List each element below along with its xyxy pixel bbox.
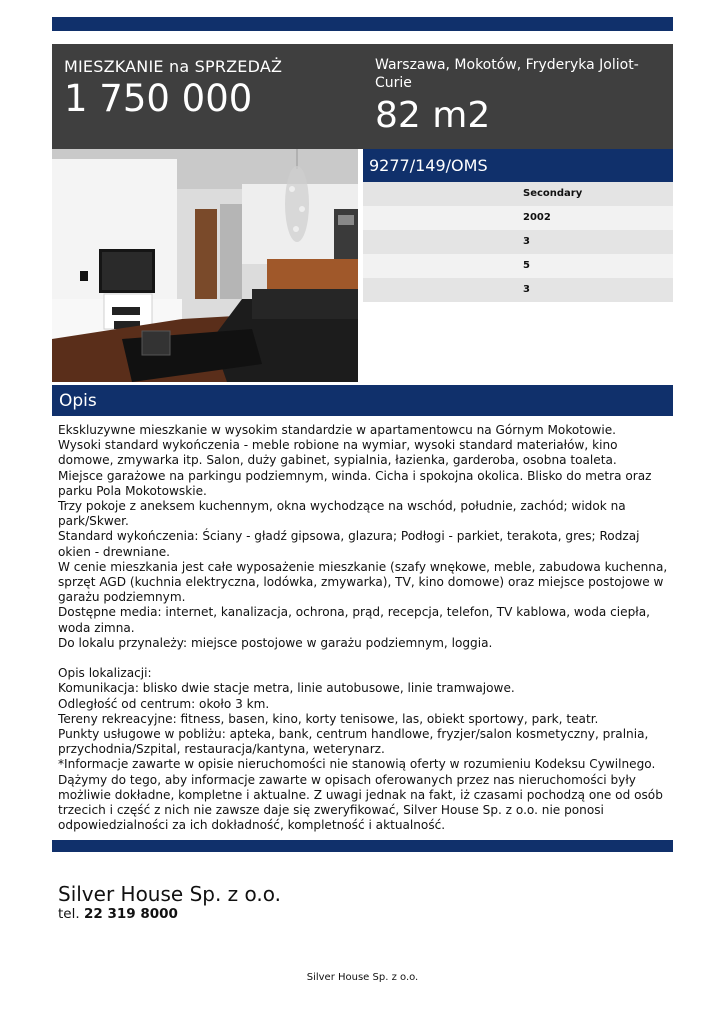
spec-row	[363, 278, 673, 302]
agency-phone-line	[58, 906, 178, 922]
description-paragraph: Miejsce garażowe na parkingu podziemnym, winda. Cicha i spokojna okolica. Blisko do metra oraz parku Pola Mokotowskie.	[58, 468, 652, 498]
reference-number: 9277/149/OMS	[369, 156, 488, 175]
description-paragraph: Odległość od centrum: około 3 km.	[58, 696, 270, 711]
description-paragraph: Trzy pokoje z aneksem kuchennym, okna wychodzące na wschód, południe, zachód; widok na park/Skwer.	[58, 499, 626, 529]
description-paragraph: Do lokalu przynależy: miejsce postojowe w garażu podziemnym, loggia.	[58, 635, 493, 650]
property-photo	[52, 149, 358, 382]
living-room-photo	[52, 149, 358, 382]
listing-price: 1 750 000	[64, 77, 253, 120]
top-accent-band	[52, 17, 673, 31]
description-paragraph: Tereny rekreacyjne: fitness, basen, kino, korty tenisowe, las, obiekt sportowy, park, teatr.	[58, 711, 599, 726]
description-paragraph: *Informacje zawarte w opisie nieruchomości nie stanowią oferty w rozumieniu Kodeksu Cywilnego. Dążymy do tego, aby informacje zawarte w opisach oferowanych przez nas nieruchomości były możliwie dokładne, kompletne i aktualne. Z uwagi jednak na fakt, iż czasami pochodzą one od osób trzecich i część z nich nie zawsze daje się zweryfikować, Silver House Sp. z o.o. nie ponosi odpowiedzialności za ich dokładność, kompletność i aktualność.	[58, 757, 663, 833]
spec-value: 3	[523, 284, 530, 295]
phone-number: 22 319 8000	[83, 906, 178, 922]
spec-table	[363, 182, 673, 302]
description-paragraph: Komunikacja: blisko dwie stacje metra, linie autobusowe, linie tramwajowe.	[58, 681, 515, 696]
spec-value: 5	[523, 260, 530, 271]
description-paragraph: Opis lokalizacji:	[58, 666, 152, 681]
spec-value: 3	[523, 236, 530, 247]
description-paragraph: Wysoki standard wykończenia - meble robione na wymiar, wysoki standard materiałów, kino domowe, zmywarka itp. Salon, duży gabinet, sypialnia, łazienka, garderoba, osobna toaleta.	[58, 438, 618, 468]
description-paragraph: Punkty usługowe w pobliżu: apteka, bank, centrum handlowe, fryzjer/salon kosmetyczny, pralnia, przychodnia/Szpital, restauracja/kantyna, weterynarz.	[58, 727, 649, 757]
agency-name: Silver House Sp. z o.o.	[58, 882, 282, 906]
description-paragraph: Standard wykończenia: Ściany - gładź gipsowa, glazura; Podłogi - parkiet, terakota, gres; Rodzaj okien - drewniane.	[58, 529, 640, 559]
spec-row	[363, 206, 673, 230]
listing-location: Warszawa, Mokotów, Fryderyka Joliot-Curie	[375, 57, 639, 91]
description-text	[58, 423, 670, 833]
spec-value: 2002	[523, 212, 551, 223]
description-paragraph: Dostępne media: internet, kanalizacja, ochrona, prąd, recepcja, telefon, TV kablowa, woda ciepła, woda zimna.	[58, 605, 650, 635]
reference-bar	[363, 149, 673, 182]
description-heading: Opis	[59, 391, 97, 411]
phone-label: tel.	[58, 906, 80, 922]
listing-header	[52, 44, 673, 149]
page-footer: Silver House Sp. z o.o.	[306, 972, 419, 983]
spec-row	[363, 230, 673, 254]
spec-value: Secondary	[523, 188, 583, 199]
paragraph-spacer	[58, 651, 670, 666]
spec-row	[363, 182, 673, 206]
description-paragraph: W cenie mieszkania jest całe wyposażenie mieszkanie (szafy wnękowe, meble, zabudowa kuchenna, sprzęt AGD (kuchnia elektryczna, lodówka, zmywarka), TV, kino domowe) oraz miejsce postojowe w garażu podziemnym.	[58, 559, 668, 605]
description-paragraph: Ekskluzywne mieszkanie w wysokim standardzie w apartamentowcu na Górnym Mokotowie.	[58, 423, 616, 437]
description-heading-bar	[52, 385, 673, 416]
listing-type: MIESZKANIE na SPRZEDAŻ	[64, 57, 283, 76]
listing-area: 82 m2	[375, 95, 491, 136]
spec-row	[363, 254, 673, 278]
bottom-accent-band	[52, 840, 673, 852]
